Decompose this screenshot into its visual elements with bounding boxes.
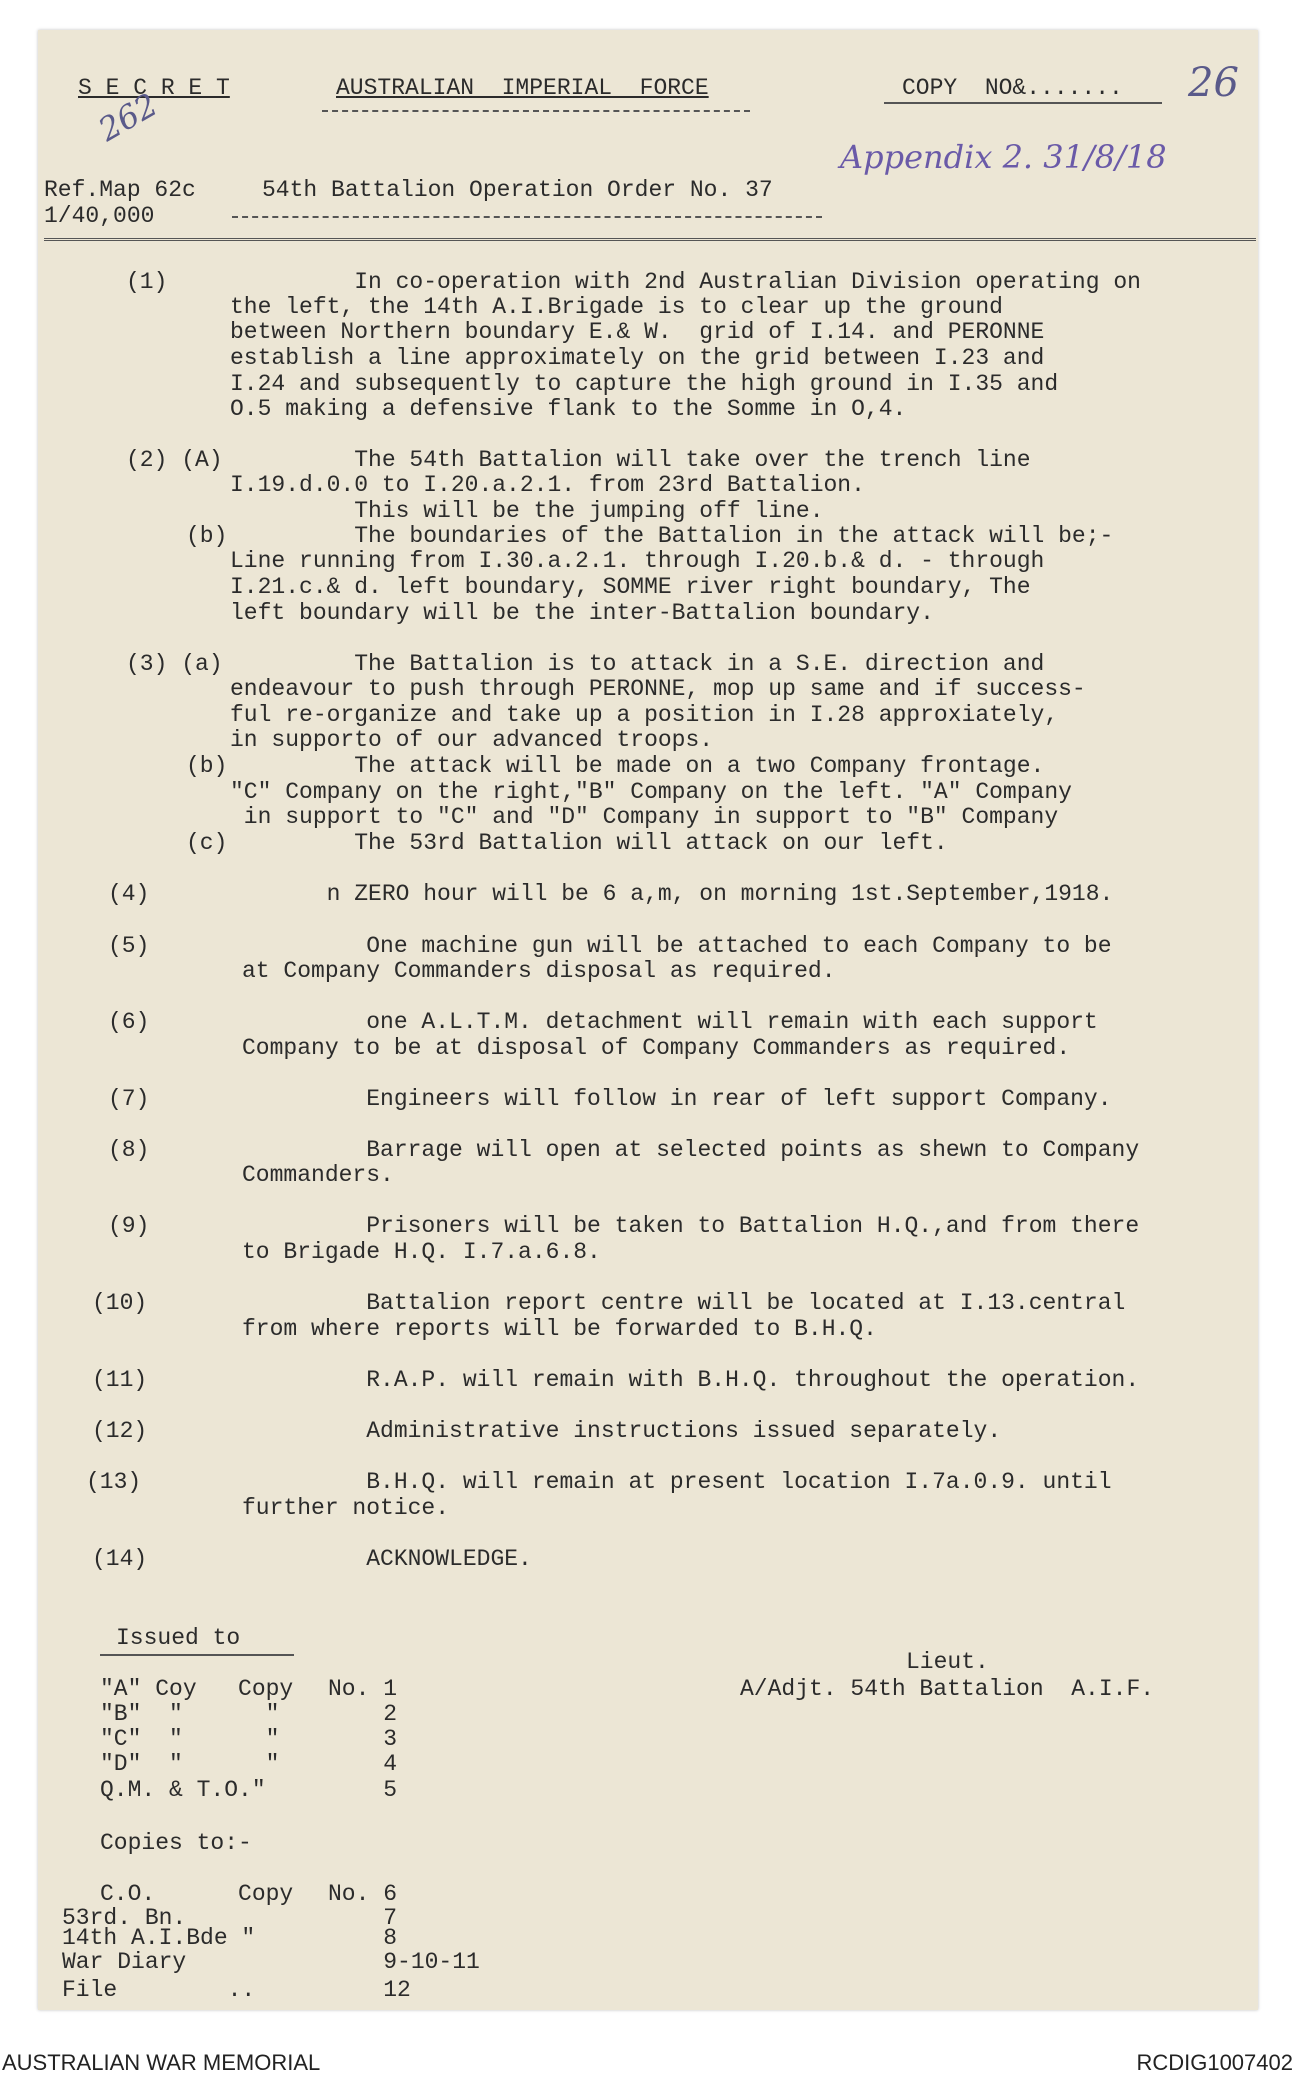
para-line: from where reports will be forwarded to B.H.Q. <box>242 1316 877 1342</box>
copies-heading: Copies to:- <box>100 1830 252 1856</box>
para-line: Commanders. <box>242 1162 394 1188</box>
para-line: between Northern boundary E.& W. grid of I.14. and PERONNE <box>230 319 1045 345</box>
para-line: The 53rd Battalion will attack on our left. <box>230 830 948 856</box>
heading-double-rule <box>44 238 1256 241</box>
para-number: (b) <box>186 523 228 549</box>
copies-row-no: 9-10-11 <box>328 1949 480 1975</box>
para-number: (6) <box>108 1009 150 1035</box>
para-line: n ZERO hour will be 6 a,m, on morning 1st.September,1918. <box>230 881 1114 907</box>
para-line: in support to "C" and "D" Company in support to "B" Company <box>230 804 1059 830</box>
appendix-annotation: Appendix 2. 31/8/18 <box>840 138 1167 176</box>
para-number: (3) (a) <box>126 651 223 677</box>
para-number: (1) <box>126 269 168 295</box>
para-line: to Brigade H.Q. I.7.a.6.8. <box>242 1239 601 1265</box>
para-number: (2) (A) <box>126 447 223 473</box>
issued-heading: Issued to <box>116 1625 241 1651</box>
copy-number: COPY NO&....... <box>902 75 1123 101</box>
para-number: (8) <box>108 1137 150 1163</box>
para-number: (5) <box>108 933 150 959</box>
copies-row-no: 8 <box>328 1925 398 1951</box>
copy-underline <box>884 102 1162 104</box>
para-number: (7) <box>108 1086 150 1112</box>
para-line: Prisoners will be taken to Battalion H.Q.,and from there <box>242 1213 1140 1239</box>
copies-row-no: 12 <box>328 1977 411 2003</box>
para-number: (4) <box>108 881 150 907</box>
footer-awm: AUSTRALIAN WAR MEMORIAL <box>2 2050 321 2075</box>
para-line: establish a line approximately on the grid between I.23 and <box>230 345 1045 371</box>
para-line: further notice. <box>242 1495 450 1521</box>
issued-row-name: "D" " " <box>100 1751 280 1777</box>
issued-underline <box>100 1654 294 1656</box>
stamp-number-handwritten: 262 <box>92 85 164 149</box>
para-line: I.21.c.& d. left boundary, SOMME river right boundary, The <box>230 574 1031 600</box>
para-line: "C" Company on the right,"B" Company on the left. "A" Company <box>230 779 1072 805</box>
para-number: (11) <box>92 1367 148 1393</box>
ref-scale: 1/40,000 <box>44 203 155 229</box>
issued-row-no: 2 <box>328 1701 398 1727</box>
para-line: The 54th Battalion will take over the trench line <box>230 447 1031 473</box>
para-number: (9) <box>108 1213 150 1239</box>
para-line: in supporto of our advanced troops. <box>230 727 714 753</box>
para-number: (b) <box>186 753 228 779</box>
para-line: I.19.d.0.0 to I.20.a.2.1. from 23rd Battalion. <box>230 472 865 498</box>
issued-row-name: "A" Coy Copy <box>100 1676 294 1702</box>
copies-row-name: 53rd. Bn. <box>62 1905 187 1931</box>
signature-rank: Lieut. <box>906 1649 989 1675</box>
issued-row-no: No. 1 <box>328 1676 398 1702</box>
para-line: One machine gun will be attached to each Company to be <box>242 933 1112 959</box>
para-line: Engineers will follow in rear of left support Company. <box>242 1086 1112 1112</box>
para-number: (12) <box>92 1418 148 1444</box>
copies-row-name: 14th A.I.Bde " <box>62 1925 256 1951</box>
copies-row-no: 7 <box>328 1905 398 1931</box>
para-line: B.H.Q. will remain at present location I.7a.0.9. until <box>242 1469 1112 1495</box>
para-number: (10) <box>92 1290 148 1316</box>
para-line: Line running from I.30.a.2.1. through I.20.b.& d. - through <box>230 548 1045 574</box>
force-title: AUSTRALIAN IMPERIAL FORCE <box>336 75 709 101</box>
para-line: In co-operation with 2nd Australian Division operating on <box>230 269 1141 295</box>
header-dash-rule <box>322 110 750 112</box>
copies-row-no: No. 6 <box>328 1881 398 1907</box>
page-number-handwritten: 26 <box>1188 60 1239 106</box>
issued-row-no: 5 <box>328 1777 398 1803</box>
para-line: ful re-organize and take up a position in I.28 approxiately, <box>230 702 1059 728</box>
para-number: (14) <box>92 1546 148 1572</box>
issued-row-name: "C" " " <box>100 1726 280 1752</box>
secret-label: S E C R E T <box>78 75 230 101</box>
para-line: O.5 making a defensive flank to the Somme in O,4. <box>230 396 907 422</box>
issued-row-name: Q.M. & T.O." <box>100 1777 266 1803</box>
issued-row-no: 4 <box>328 1751 398 1777</box>
para-line: Barrage will open at selected points as shewn to Company <box>242 1137 1140 1163</box>
para-number: (13) <box>86 1469 142 1495</box>
copies-row-name: C.O. Copy <box>100 1881 294 1907</box>
para-line: The Battalion is to attack in a S.E. direction and <box>230 651 1045 677</box>
para-line: left boundary will be the inter-Battalion boundary. <box>230 600 934 626</box>
copies-row-name: File .. <box>62 1977 256 2003</box>
para-line: one A.L.T.M. detachment will remain with each support <box>242 1009 1098 1035</box>
para-line: I.24 and subsequently to capture the high ground in I.35 and <box>230 371 1059 397</box>
title-dash-rule <box>232 216 822 218</box>
para-line: Company to be at disposal of Company Commanders as required. <box>242 1035 1071 1061</box>
ref-map: Ref.Map 62c <box>44 177 196 203</box>
signature-title: A/Adjt. 54th Battalion A.I.F. <box>740 1676 1155 1702</box>
para-line: at Company Commanders disposal as required. <box>242 958 836 984</box>
para-line: R.A.P. will remain with B.H.Q. throughout the operation. <box>242 1367 1140 1393</box>
para-number: (c) <box>186 830 228 856</box>
copies-row-name: War Diary <box>62 1949 187 1975</box>
para-line: Battalion report centre will be located at I.13.central <box>242 1290 1126 1316</box>
para-line: The boundaries of the Battalion in the attack will be;- <box>230 523 1114 549</box>
order-title: 54th Battalion Operation Order No. 37 <box>262 177 773 203</box>
para-line: endeavour to push through PERONNE, mop up same and if success- <box>230 676 1086 702</box>
para-line: The attack will be made on a two Company frontage. <box>230 753 1045 779</box>
issued-row-name: "B" " " <box>100 1701 280 1727</box>
para-line: This will be the jumping off line. <box>230 498 824 524</box>
para-line: ACKNOWLEDGE. <box>242 1546 532 1572</box>
para-line: Administrative instructions issued separately. <box>242 1418 1002 1444</box>
footer-id: RCDIG1007402 <box>1136 2050 1293 2075</box>
issued-row-no: 3 <box>328 1726 398 1752</box>
para-line: the left, the 14th A.I.Brigade is to clear up the ground <box>230 294 1003 320</box>
